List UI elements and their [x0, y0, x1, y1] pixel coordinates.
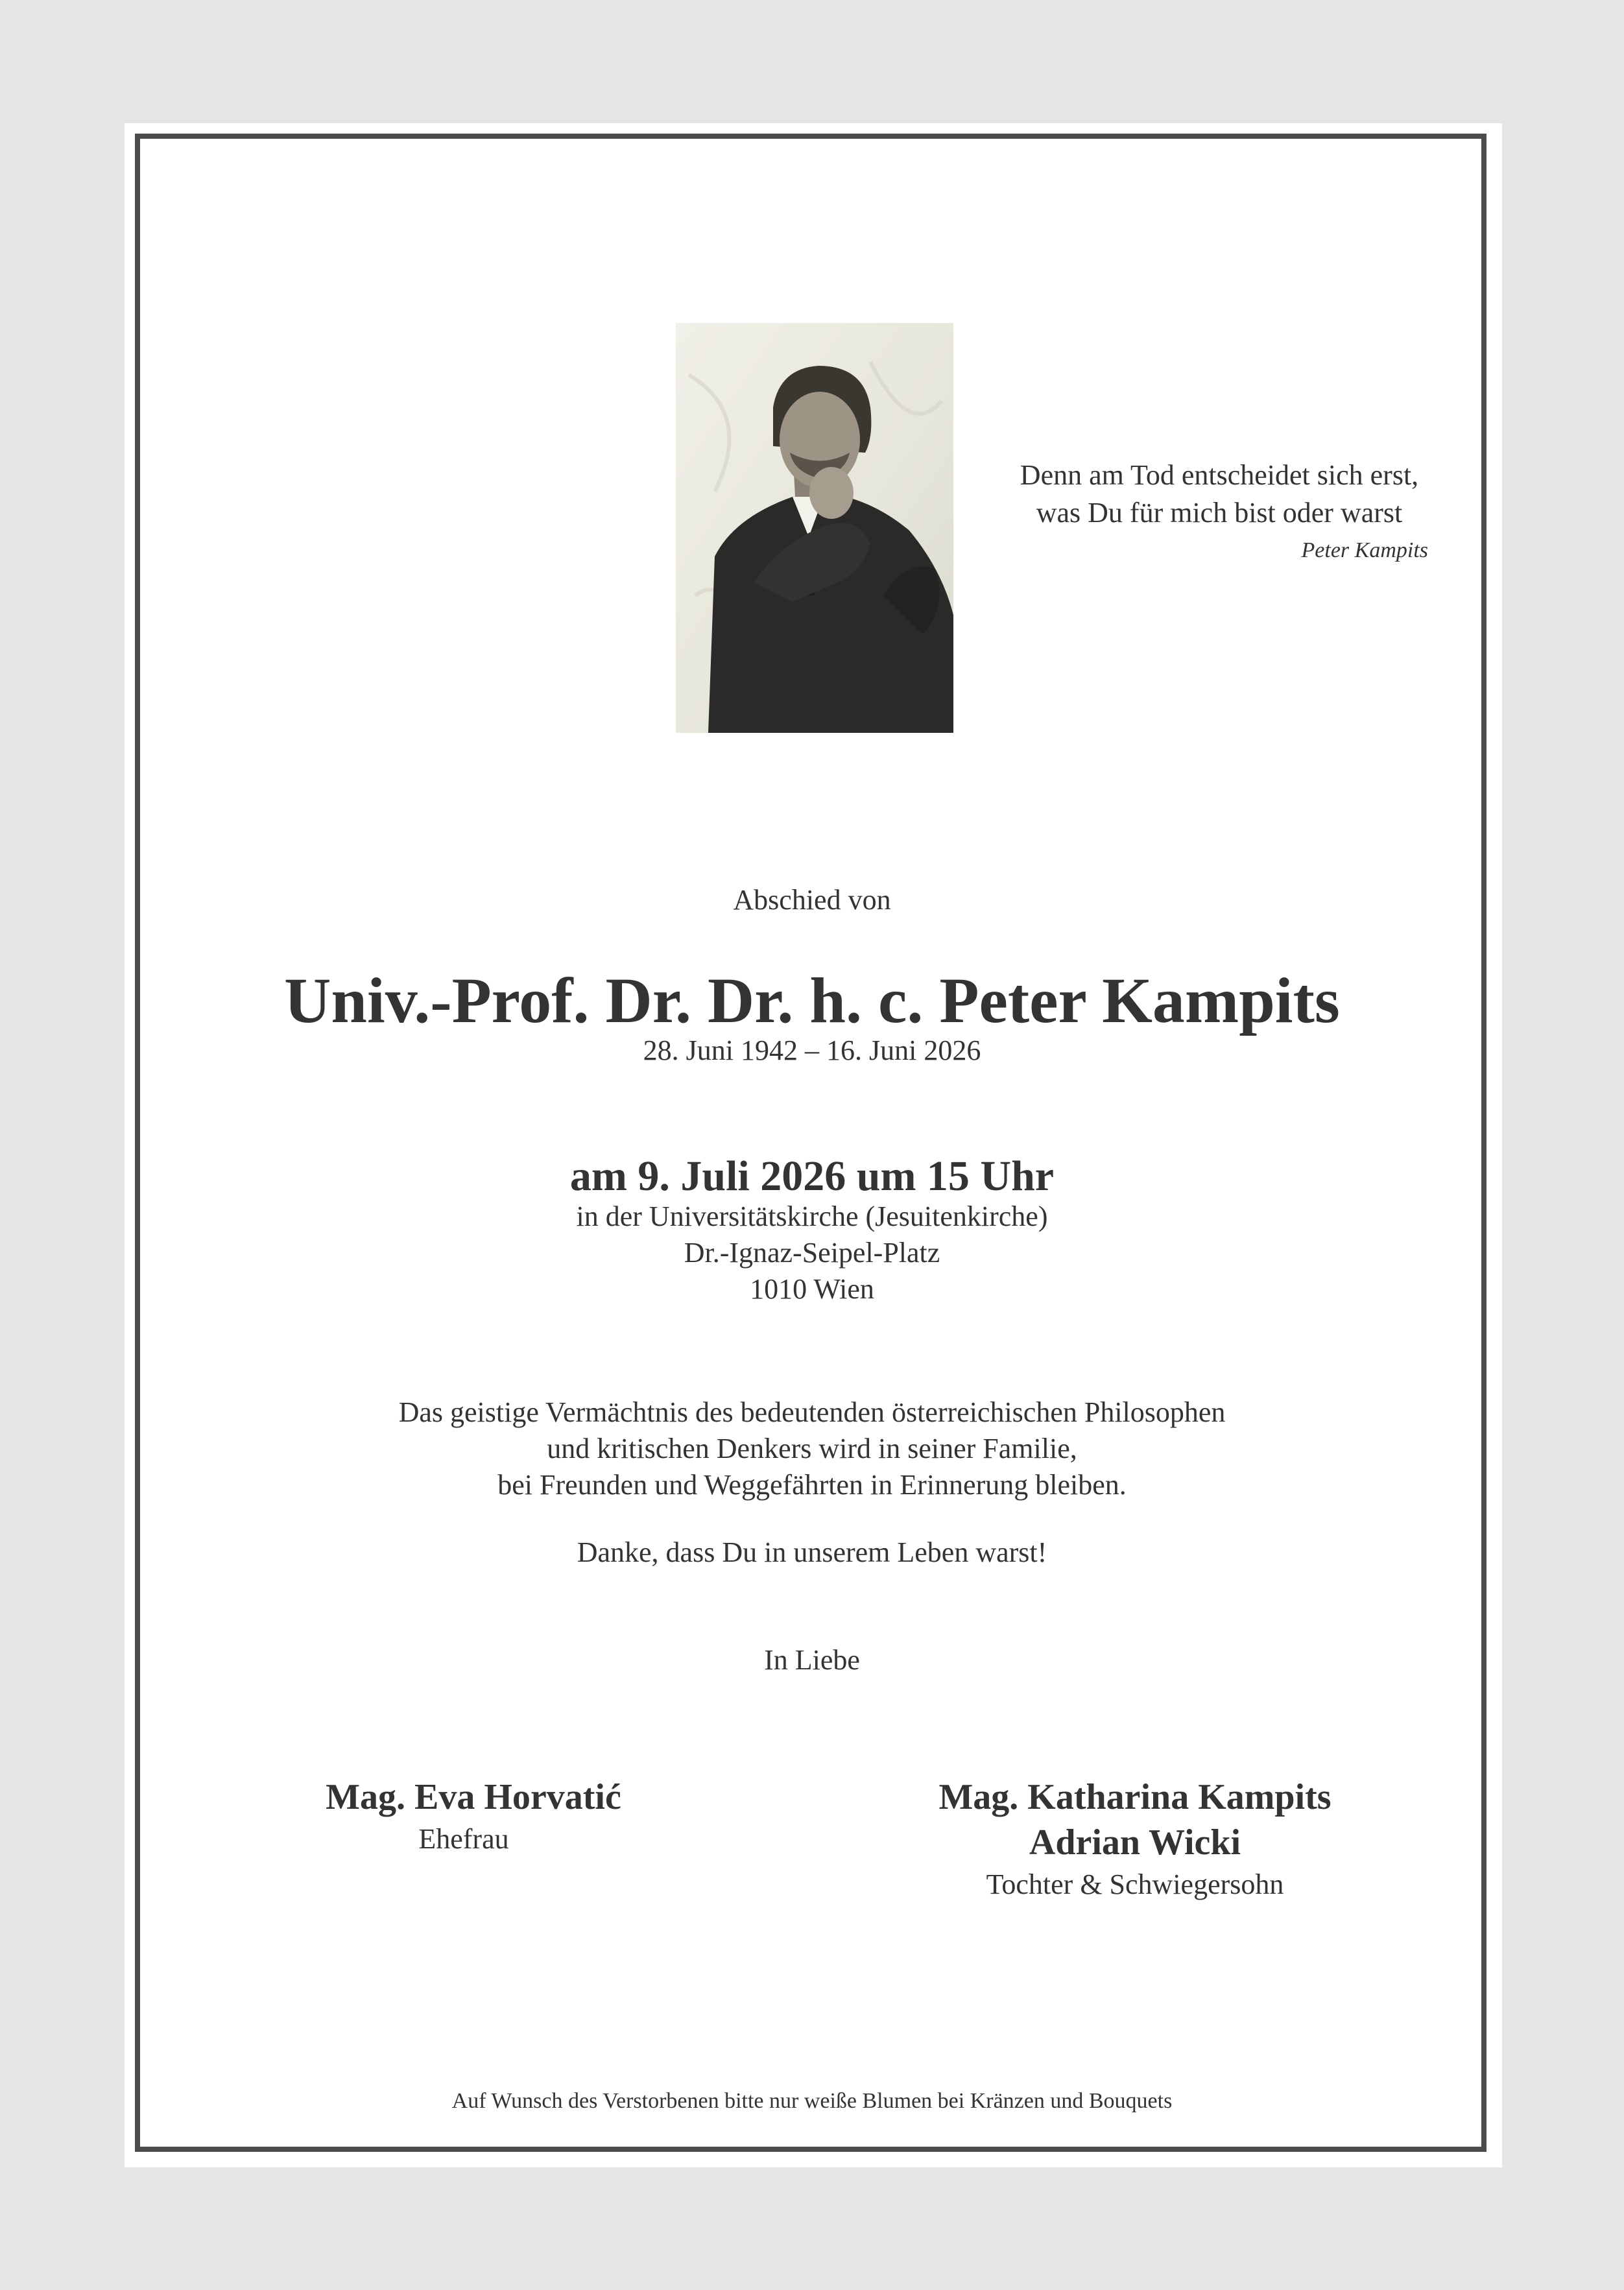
- mourner-right-block: [902, 1774, 1368, 1904]
- deceased-name: Univ.-Prof. Dr. Dr. h. c. Peter Kampits: [284, 964, 1340, 1036]
- life-dates: 28. Juni 1942 – 16. Juni 2026: [643, 1034, 981, 1066]
- ceremony-place-line-3: 1010 Wien: [750, 1273, 874, 1305]
- flowers-footnote: Auf Wunsch des Verstorbenen bitte nur weiße Blumen bei Kränzen und Bouquets: [451, 2089, 1173, 2113]
- mourner-left-block: [266, 1774, 681, 1859]
- mourner-right-name-1: Mag. Katharina Kampits: [938, 1777, 1331, 1817]
- closing-in-liebe: In Liebe: [764, 1644, 860, 1676]
- mourner-right-role: Tochter & Schwiegersohn: [986, 1868, 1284, 1900]
- thanks-line: Danke, dass Du in unserem Leben warst!: [577, 1536, 1047, 1568]
- quote-line-2: was Du für mich bist oder warst: [1036, 497, 1403, 529]
- mourner-left-name: Mag. Eva Horvatić: [326, 1777, 621, 1817]
- ceremony-place-line-1: in der Universitätskirche (Jesuitenkirche): [576, 1200, 1048, 1232]
- quote-author: Peter Kampits: [1301, 538, 1428, 562]
- ceremony-place-line-2: Dr.-Ignaz-Seipel-Platz: [684, 1237, 940, 1269]
- farewell-intro: Abschied von: [733, 884, 891, 916]
- tribute-line-1: Das geistige Vermächtnis des bedeutenden österreichischen Philosophen: [398, 1396, 1226, 1428]
- mourner-right-name-2: Adrian Wicki: [1029, 1822, 1241, 1863]
- ceremony-datetime: am 9. Juli 2026 um 15 Uhr: [569, 1152, 1055, 1200]
- portrait-photo: [676, 323, 953, 733]
- quote-line-1: Denn am Tod entscheidet sich erst,: [1020, 459, 1419, 491]
- tribute-line-2: und kritischen Denkers wird in seiner Familie,: [547, 1433, 1077, 1464]
- mourner-left-role: Ehefrau: [418, 1823, 509, 1855]
- tribute-line-3: bei Freunden und Weggefährten in Erinnerung bleiben.: [497, 1469, 1127, 1501]
